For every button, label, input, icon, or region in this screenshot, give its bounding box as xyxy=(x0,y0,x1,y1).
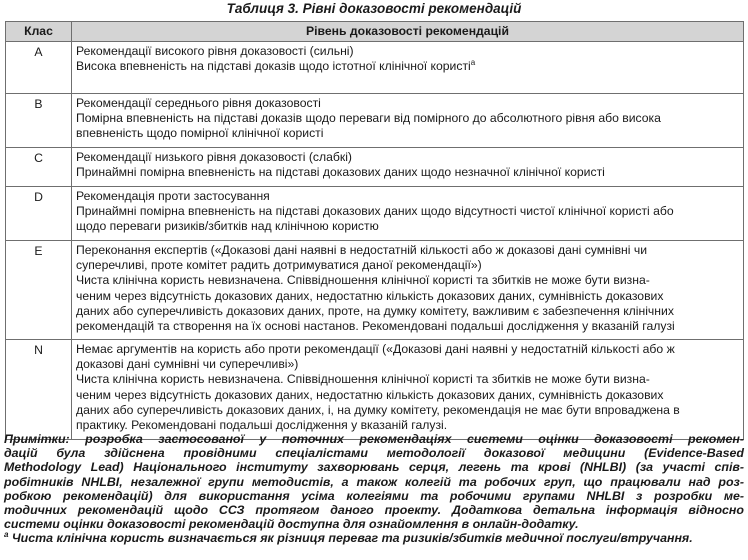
table-row xyxy=(6,94,744,148)
description-line-text: Висока впевненість на підставі доказів щодо істотної клінічної користі xyxy=(76,59,471,74)
table-row xyxy=(6,187,744,241)
notes-line: дацій була здійснена провідними спеціалістами методології доказової медицини (Evidence-Based xyxy=(4,446,744,461)
class-cell: N xyxy=(6,340,72,440)
description-cell xyxy=(72,340,744,440)
table-notes xyxy=(4,432,744,546)
description-line: Рекомендації середнього рівня доказовості xyxy=(76,96,321,110)
footnote-marker: a xyxy=(470,58,476,68)
description-line: доказові дані сумнівні чи суперечливі») xyxy=(76,357,299,372)
description-line: Переконання експертів («Доказові дані наявні в недостатній кількості або ж доказові дані сумнівні чи xyxy=(76,243,648,257)
description-line-with-footnote xyxy=(76,59,739,74)
description-line: ченим через відсутність доказових даних, недостатню кількість доказових даних, сумнівність доказових xyxy=(76,288,664,303)
description-line: Помірна впевненість на підставі доказів щодо переваги від помірного до абсолютного рівня або висока xyxy=(76,111,661,126)
description-line: Чиста клінічна користь невизначена. Співвідношення клінічної користі та збитків не може бути визна- xyxy=(76,273,650,288)
description-line: практику. Рекомендовані подальші дослідження у вказаній галузі. xyxy=(76,418,448,433)
notes-line: Примітки: розробка застосованої у поточних рекомендаціях системи оцінки доказовості рекомен- xyxy=(4,432,744,446)
description-line: рекомендацій та створення на їх основі настанов. Рекомендовані подальші дослідження у вказаній галузі xyxy=(76,319,675,334)
description-line: Рекомендація проти застосування xyxy=(76,189,270,203)
description-line: впевненість щодо помірної клінічної користі xyxy=(76,126,324,141)
table-title: Таблиця 3. Рівні доказовості рекомендацій xyxy=(226,1,522,16)
table-row xyxy=(6,42,744,94)
description-line: ченим через відсутність доказових даних, недостатню кількість доказових даних, сумнівність доказових xyxy=(76,387,664,402)
header-class: Клас xyxy=(6,22,72,42)
description-line: даних або суперечливість доказових даних, проте, на думку комітету, важливим є забезпечення клінічних xyxy=(76,303,674,318)
description-line: Чиста клінічна користь невизначена. Співвідношення клінічної користі та збитків не може бути визна- xyxy=(76,372,650,387)
description-line: даних або суперечливість доказових даних, і, на думку комітету, рекомендація не має бути впроваджена в xyxy=(76,402,680,417)
footnote xyxy=(4,531,744,545)
description-line: Немає аргументів на користь або проти рекомендації («Доказові дані наявні у недостатній кількості або ж xyxy=(76,342,675,356)
class-cell: E xyxy=(6,241,72,340)
table-row xyxy=(6,241,744,340)
notes-line: робкою рекомендацій) для використання усіма колегіями та робочими групами NHLBI з розробки ме- xyxy=(4,488,744,503)
notes-line: тодичних рекомендацій щодо ССЗ протягом даного проекту. Додаткова детальна інформація відносно xyxy=(4,503,744,518)
notes-line: Methodology Lead) Національного інституту захворювань серця, легень та крові (NHLBI) (за участі спів- xyxy=(4,460,744,475)
description-line: Рекомендації низького рівня доказовості (слабкі) xyxy=(76,150,352,164)
table-row xyxy=(6,148,744,187)
description-line: Принаймні помірна впевненість на підставі доказових даних щодо відсутності чистої клінічної користі або xyxy=(76,204,674,219)
class-cell: D xyxy=(6,187,72,241)
description-line: щодо переваги ризиків/збитків над клінічною користю xyxy=(76,219,379,234)
description-line: суперечливі, проте комітет радить дотримуватися даної рекомендації») xyxy=(76,258,482,273)
description-cell xyxy=(72,241,744,340)
class-cell: A xyxy=(6,42,72,94)
evidence-levels-table xyxy=(5,21,744,440)
table-row xyxy=(6,340,744,440)
footnote-marker: a xyxy=(4,530,9,540)
description-cell xyxy=(72,42,744,94)
description-line: Принаймні помірна впевненість на підставі доказових даних щодо незначної клінічної користі xyxy=(76,165,605,180)
notes-line: робітників NHLBI, незалежної групи методистів, а також колегій та робочих груп, що працювали над роз- xyxy=(4,474,744,489)
header-level: Рівень доказовості рекомендацій xyxy=(72,22,744,42)
class-cell: C xyxy=(6,148,72,187)
description-cell xyxy=(72,187,744,241)
table-header-row xyxy=(6,22,744,42)
footnote-text: Чиста клінічна користь визначається як різниця переваг та ризиків/збитків медичної послуги/втручання. xyxy=(8,531,693,546)
class-cell: B xyxy=(6,94,72,148)
description-cell xyxy=(72,148,744,187)
description-line: Рекомендації високого рівня доказовості (сильні) xyxy=(76,44,354,58)
description-cell xyxy=(72,94,744,148)
notes-line: системи оцінки доказовості рекомендацій доступна для ознайомлення в онлайн-додатку. xyxy=(4,517,579,532)
